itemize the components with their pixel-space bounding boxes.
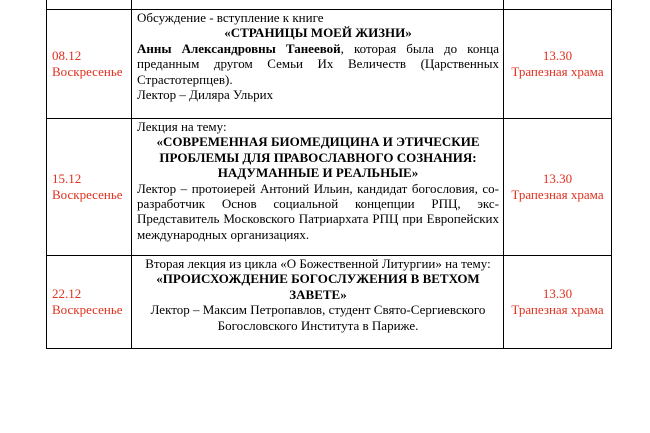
event-time: 13.30 <box>542 48 573 63</box>
description-cell <box>132 0 504 10</box>
date-cell <box>47 119 132 256</box>
table-row <box>47 119 612 256</box>
date-cell <box>47 0 132 10</box>
time-cell <box>504 0 612 10</box>
event-body <box>137 41 499 87</box>
event-time: 13.30 <box>542 171 573 186</box>
table-row <box>47 10 612 119</box>
event-title: «ПРОИСХОЖДЕНИЕ БОГОСЛУЖЕНИЯ В ВЕТХОМ ЗАВЕТЕ» <box>156 271 480 302</box>
event-lector: Лектор – Максим Петропавлов, студент Свято-Сергиевского Богословского Института в Париже. <box>150 302 486 333</box>
description-cell <box>132 119 504 256</box>
book-author: Анны Александровны Танеевой <box>137 40 341 56</box>
table-row <box>47 256 612 349</box>
event-place: Трапезная храма <box>511 302 604 317</box>
date-cell <box>47 256 132 349</box>
event-intro: Вторая лекция из цикла «О Божественной Литургии» на тему: <box>145 256 491 271</box>
description-cell <box>132 10 504 119</box>
schedule-table <box>46 0 612 349</box>
event-date: 15.12 <box>52 171 82 186</box>
event-intro: Обсуждение - вступление к книге <box>137 10 324 25</box>
event-date: 22.12 <box>52 286 82 301</box>
event-weekday: Воскресенье <box>52 302 123 317</box>
event-lector: Лектор – Диляра Ульрих <box>137 87 274 103</box>
event-lector: Лектор – протоиерей Антоний Ильин, кандидат богословия, со-разработчик Основ социальной концепции РПЦ, экс-Представитель Московского Патриархата РПЦ при Европейских международных организациях. <box>137 180 499 242</box>
event-time: 13.30 <box>542 286 573 301</box>
event-body-text: , которая была до конца преданным другом Семьи Их Величеств (Царственных Страстотерпцев). <box>137 40 500 87</box>
event-place: Трапезная храма <box>511 64 604 79</box>
event-weekday: Воскресенье <box>52 187 123 202</box>
event-title: «СТРАНИЦЫ МОЕЙ ЖИЗНИ» <box>224 25 412 41</box>
event-place: Трапезная храма <box>511 187 604 202</box>
table-row-partial <box>47 0 612 10</box>
time-cell <box>504 256 612 349</box>
description-cell <box>132 256 504 349</box>
event-date: 08.12 <box>52 48 82 63</box>
time-cell <box>504 10 612 119</box>
time-cell <box>504 119 612 256</box>
event-title: «СОВРЕМЕННАЯ БИОМЕДИЦИНА И ЭТИЧЕСКИЕ ПРОБЛЕМЫ ДЛЯ ПРАВОСЛАВНОГО СОЗНАНИЯ: НАДУМАННЫЕ И РЕАЛЬНЫЕ» <box>156 134 480 181</box>
event-intro: Лекция на тему: <box>137 119 227 134</box>
event-weekday: Воскресенье <box>52 64 123 79</box>
date-cell <box>47 10 132 119</box>
